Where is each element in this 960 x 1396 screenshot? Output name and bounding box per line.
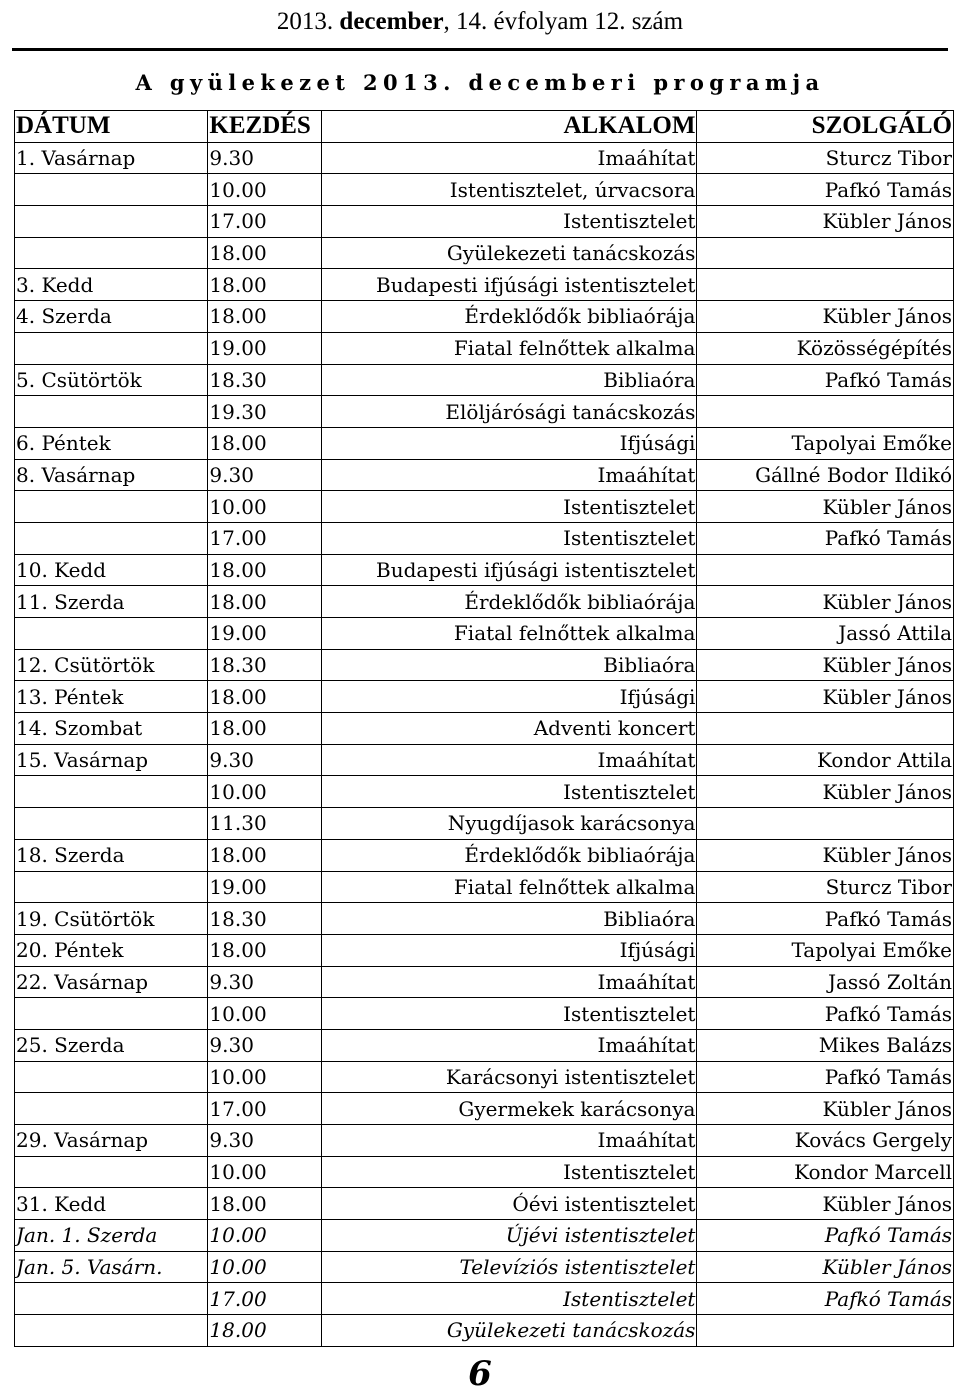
table-row xyxy=(15,269,954,301)
cell-date: 22. Vasárnap xyxy=(15,966,208,998)
cell-event: Istentisztelet xyxy=(321,522,697,554)
cell-time: 19.30 xyxy=(208,396,321,428)
cell-date: 31. Kedd xyxy=(15,1188,208,1220)
cell-date: 25. Szerda xyxy=(15,1029,208,1061)
cell-date: 6. Péntek xyxy=(15,427,208,459)
cell-time: 18.00 xyxy=(208,934,321,966)
cell-time: 18.30 xyxy=(208,364,321,396)
cell-server: Pafkó Tamás xyxy=(697,174,954,206)
cell-date xyxy=(15,808,208,840)
cell-event: Újévi istentisztelet xyxy=(321,1220,697,1252)
cell-server: Kübler János xyxy=(697,1188,954,1220)
cell-server: Jassó Attila xyxy=(697,618,954,650)
cell-time: 19.00 xyxy=(208,618,321,650)
col-header-event: ALKALOM xyxy=(321,111,697,143)
cell-server xyxy=(697,713,954,745)
cell-event: Imaáhítat xyxy=(321,142,697,174)
cell-date xyxy=(15,1156,208,1188)
cell-server: Gállné Bodor Ildikó xyxy=(697,459,954,491)
cell-server: Pafkó Tamás xyxy=(697,1061,954,1093)
table-header-row xyxy=(15,111,954,143)
cell-date xyxy=(15,1315,208,1347)
cell-time: 19.00 xyxy=(208,332,321,364)
cell-time: 18.00 xyxy=(208,713,321,745)
cell-server: Pafkó Tamás xyxy=(697,364,954,396)
cell-date xyxy=(15,1061,208,1093)
table-row xyxy=(15,301,954,333)
cell-event: Istentisztelet xyxy=(321,1156,697,1188)
table-row xyxy=(15,713,954,745)
cell-date: 18. Szerda xyxy=(15,839,208,871)
program-title: A gyülekezet 2013. decemberi programja xyxy=(135,70,825,95)
cell-time: 9.30 xyxy=(208,744,321,776)
issue-header xyxy=(0,8,960,36)
table-row xyxy=(15,1188,954,1220)
cell-time: 10.00 xyxy=(208,1061,321,1093)
table-row xyxy=(15,459,954,491)
cell-event: Érdeklődők bibliaórája xyxy=(321,301,697,333)
table-row xyxy=(15,903,954,935)
cell-server xyxy=(697,554,954,586)
cell-time: 18.00 xyxy=(208,586,321,618)
table-row xyxy=(15,998,954,1030)
cell-server: Pafkó Tamás xyxy=(697,903,954,935)
cell-event: Gyülekezeti tanácskozás xyxy=(321,1315,697,1347)
cell-date xyxy=(15,491,208,523)
cell-time: 17.00 xyxy=(208,1093,321,1125)
table-row xyxy=(15,1061,954,1093)
cell-date: 29. Vasárnap xyxy=(15,1125,208,1157)
cell-event: Budapesti ifjúsági istentisztelet xyxy=(321,554,697,586)
cell-time: 18.00 xyxy=(208,237,321,269)
cell-time: 18.00 xyxy=(208,301,321,333)
cell-server: Pafkó Tamás xyxy=(697,522,954,554)
table-row xyxy=(15,871,954,903)
cell-date: 4. Szerda xyxy=(15,301,208,333)
table-row xyxy=(15,586,954,618)
cell-server: Kondor Attila xyxy=(697,744,954,776)
cell-server: Kübler János xyxy=(697,1093,954,1125)
cell-server: Kübler János xyxy=(697,491,954,523)
cell-date: 15. Vasárnap xyxy=(15,744,208,776)
table-row xyxy=(15,808,954,840)
cell-date xyxy=(15,1093,208,1125)
cell-date xyxy=(15,776,208,808)
cell-event: Gyülekezeti tanácskozás xyxy=(321,237,697,269)
cell-date: 5. Csütörtök xyxy=(15,364,208,396)
cell-time: 17.00 xyxy=(208,206,321,238)
cell-date: 3. Kedd xyxy=(15,269,208,301)
cell-server xyxy=(697,808,954,840)
cell-event: Adventi koncert xyxy=(321,713,697,745)
table-row xyxy=(15,1283,954,1315)
table-row xyxy=(15,744,954,776)
cell-event: Bibliaóra xyxy=(321,364,697,396)
cell-server: Sturcz Tibor xyxy=(697,142,954,174)
cell-event: Imaáhítat xyxy=(321,459,697,491)
cell-time: 10.00 xyxy=(208,1251,321,1283)
cell-date: Jan. 1. Szerda xyxy=(15,1220,208,1252)
cell-event: Ifjúsági xyxy=(321,934,697,966)
col-header-date: DÁTUM xyxy=(15,111,208,143)
cell-date: 12. Csütörtök xyxy=(15,649,208,681)
cell-time: 18.30 xyxy=(208,649,321,681)
cell-event: Gyermekek karácsonya xyxy=(321,1093,697,1125)
cell-time: 18.00 xyxy=(208,1188,321,1220)
table-row xyxy=(15,681,954,713)
cell-time: 18.00 xyxy=(208,1315,321,1347)
cell-server: Tapolyai Emőke xyxy=(697,934,954,966)
cell-time: 18.00 xyxy=(208,681,321,713)
cell-date xyxy=(15,522,208,554)
cell-date: 20. Péntek xyxy=(15,934,208,966)
cell-event: Karácsonyi istentisztelet xyxy=(321,1061,697,1093)
header-rule xyxy=(12,48,948,51)
cell-event: Budapesti ifjúsági istentisztelet xyxy=(321,269,697,301)
cell-event: Istentisztelet xyxy=(321,206,697,238)
cell-event: Elöljárósági tanácskozás xyxy=(321,396,697,428)
cell-time: 18.30 xyxy=(208,903,321,935)
cell-server: Közösségépítés xyxy=(697,332,954,364)
cell-server: Pafkó Tamás xyxy=(697,1220,954,1252)
col-header-time: KEZDÉS xyxy=(208,111,321,143)
table-row xyxy=(15,206,954,238)
cell-date xyxy=(15,174,208,206)
cell-time: 9.30 xyxy=(208,142,321,174)
cell-server: Kübler János xyxy=(697,586,954,618)
table-row xyxy=(15,174,954,206)
cell-event: Érdeklődők bibliaórája xyxy=(321,839,697,871)
cell-event: Imaáhítat xyxy=(321,966,697,998)
cell-time: 17.00 xyxy=(208,1283,321,1315)
table-row xyxy=(15,142,954,174)
table-row xyxy=(15,618,954,650)
cell-date xyxy=(15,237,208,269)
table-row xyxy=(15,1220,954,1252)
cell-server: Jassó Zoltán xyxy=(697,966,954,998)
cell-time: 10.00 xyxy=(208,491,321,523)
cell-time: 10.00 xyxy=(208,174,321,206)
cell-time: 10.00 xyxy=(208,1220,321,1252)
cell-date xyxy=(15,396,208,428)
cell-event: Imaáhítat xyxy=(321,1125,697,1157)
table-row xyxy=(15,839,954,871)
cell-server: Tapolyai Emőke xyxy=(697,427,954,459)
cell-event: Istentisztelet xyxy=(321,776,697,808)
table-row xyxy=(15,966,954,998)
cell-time: 18.00 xyxy=(208,269,321,301)
cell-date xyxy=(15,871,208,903)
table-row xyxy=(15,934,954,966)
cell-event: Nyugdíjasok karácsonya xyxy=(321,808,697,840)
cell-event: Istentisztelet xyxy=(321,1283,697,1315)
cell-date: 14. Szombat xyxy=(15,713,208,745)
table-row xyxy=(15,1315,954,1347)
table-row xyxy=(15,332,954,364)
table-row xyxy=(15,491,954,523)
cell-date: 10. Kedd xyxy=(15,554,208,586)
cell-event: Istentisztelet, úrvacsora xyxy=(321,174,697,206)
cell-time: 18.00 xyxy=(208,839,321,871)
cell-event: Imaáhítat xyxy=(321,744,697,776)
cell-server: Kondor Marcell xyxy=(697,1156,954,1188)
cell-date: Jan. 5. Vasárn. xyxy=(15,1251,208,1283)
cell-event: Fiatal felnőttek alkalma xyxy=(321,618,697,650)
table-row xyxy=(15,554,954,586)
table-row xyxy=(15,237,954,269)
program-table xyxy=(14,110,954,1347)
issue-year: 2013. xyxy=(276,8,334,35)
col-header-server: SZOLGÁLÓ xyxy=(697,111,954,143)
cell-server: Mikes Balázs xyxy=(697,1029,954,1061)
table-row xyxy=(15,1125,954,1157)
cell-date xyxy=(15,1283,208,1315)
cell-time: 11.30 xyxy=(208,808,321,840)
cell-time: 9.30 xyxy=(208,459,321,491)
cell-time: 9.30 xyxy=(208,1029,321,1061)
cell-server: Kübler János xyxy=(697,776,954,808)
cell-date xyxy=(15,998,208,1030)
cell-event: Ifjúsági xyxy=(321,681,697,713)
table-row xyxy=(15,776,954,808)
table-row xyxy=(15,1029,954,1061)
cell-server xyxy=(697,237,954,269)
cell-event: Ifjúsági xyxy=(321,427,697,459)
table-row xyxy=(15,1093,954,1125)
cell-event: Imaáhítat xyxy=(321,1029,697,1061)
issue-details: , 14. évfolyam 12. szám xyxy=(443,8,684,35)
cell-server: Kübler János xyxy=(697,649,954,681)
cell-server xyxy=(697,396,954,428)
cell-event: Bibliaóra xyxy=(321,903,697,935)
cell-time: 18.00 xyxy=(208,554,321,586)
issue-month: december xyxy=(339,8,444,35)
cell-time: 10.00 xyxy=(208,776,321,808)
cell-time: 10.00 xyxy=(208,1156,321,1188)
table-row xyxy=(15,522,954,554)
cell-event: Bibliaóra xyxy=(321,649,697,681)
cell-server: Kübler János xyxy=(697,206,954,238)
cell-time: 18.00 xyxy=(208,427,321,459)
cell-date xyxy=(15,618,208,650)
table-row xyxy=(15,364,954,396)
cell-date: 19. Csütörtök xyxy=(15,903,208,935)
cell-event: Fiatal felnőttek alkalma xyxy=(321,871,697,903)
cell-event: Istentisztelet xyxy=(321,998,697,1030)
cell-server: Kübler János xyxy=(697,681,954,713)
cell-server: Pafkó Tamás xyxy=(697,1283,954,1315)
cell-server xyxy=(697,269,954,301)
cell-event: Fiatal felnőttek alkalma xyxy=(321,332,697,364)
cell-date: 13. Péntek xyxy=(15,681,208,713)
table-row xyxy=(15,1251,954,1283)
cell-date: 8. Vasárnap xyxy=(15,459,208,491)
cell-date: 1. Vasárnap xyxy=(15,142,208,174)
cell-event: Televíziós istentisztelet xyxy=(321,1251,697,1283)
cell-time: 17.00 xyxy=(208,522,321,554)
cell-time: 10.00 xyxy=(208,998,321,1030)
cell-server: Kübler János xyxy=(697,1251,954,1283)
cell-server: Sturcz Tibor xyxy=(697,871,954,903)
cell-event: Érdeklődők bibliaórája xyxy=(321,586,697,618)
cell-server: Pafkó Tamás xyxy=(697,998,954,1030)
table-row xyxy=(15,1156,954,1188)
cell-date xyxy=(15,206,208,238)
cell-time: 19.00 xyxy=(208,871,321,903)
cell-time: 9.30 xyxy=(208,966,321,998)
cell-time: 9.30 xyxy=(208,1125,321,1157)
cell-date xyxy=(15,332,208,364)
table-row xyxy=(15,649,954,681)
cell-event: Istentisztelet xyxy=(321,491,697,523)
cell-server: Kübler János xyxy=(697,839,954,871)
table-row xyxy=(15,396,954,428)
cell-date: 11. Szerda xyxy=(15,586,208,618)
page-number: 6 xyxy=(468,1354,492,1394)
cell-server: Kübler János xyxy=(697,301,954,333)
program-rows xyxy=(15,142,954,1346)
table-row xyxy=(15,427,954,459)
cell-server xyxy=(697,1315,954,1347)
cell-server: Kovács Gergely xyxy=(697,1125,954,1157)
cell-event: Óévi istentisztelet xyxy=(321,1188,697,1220)
